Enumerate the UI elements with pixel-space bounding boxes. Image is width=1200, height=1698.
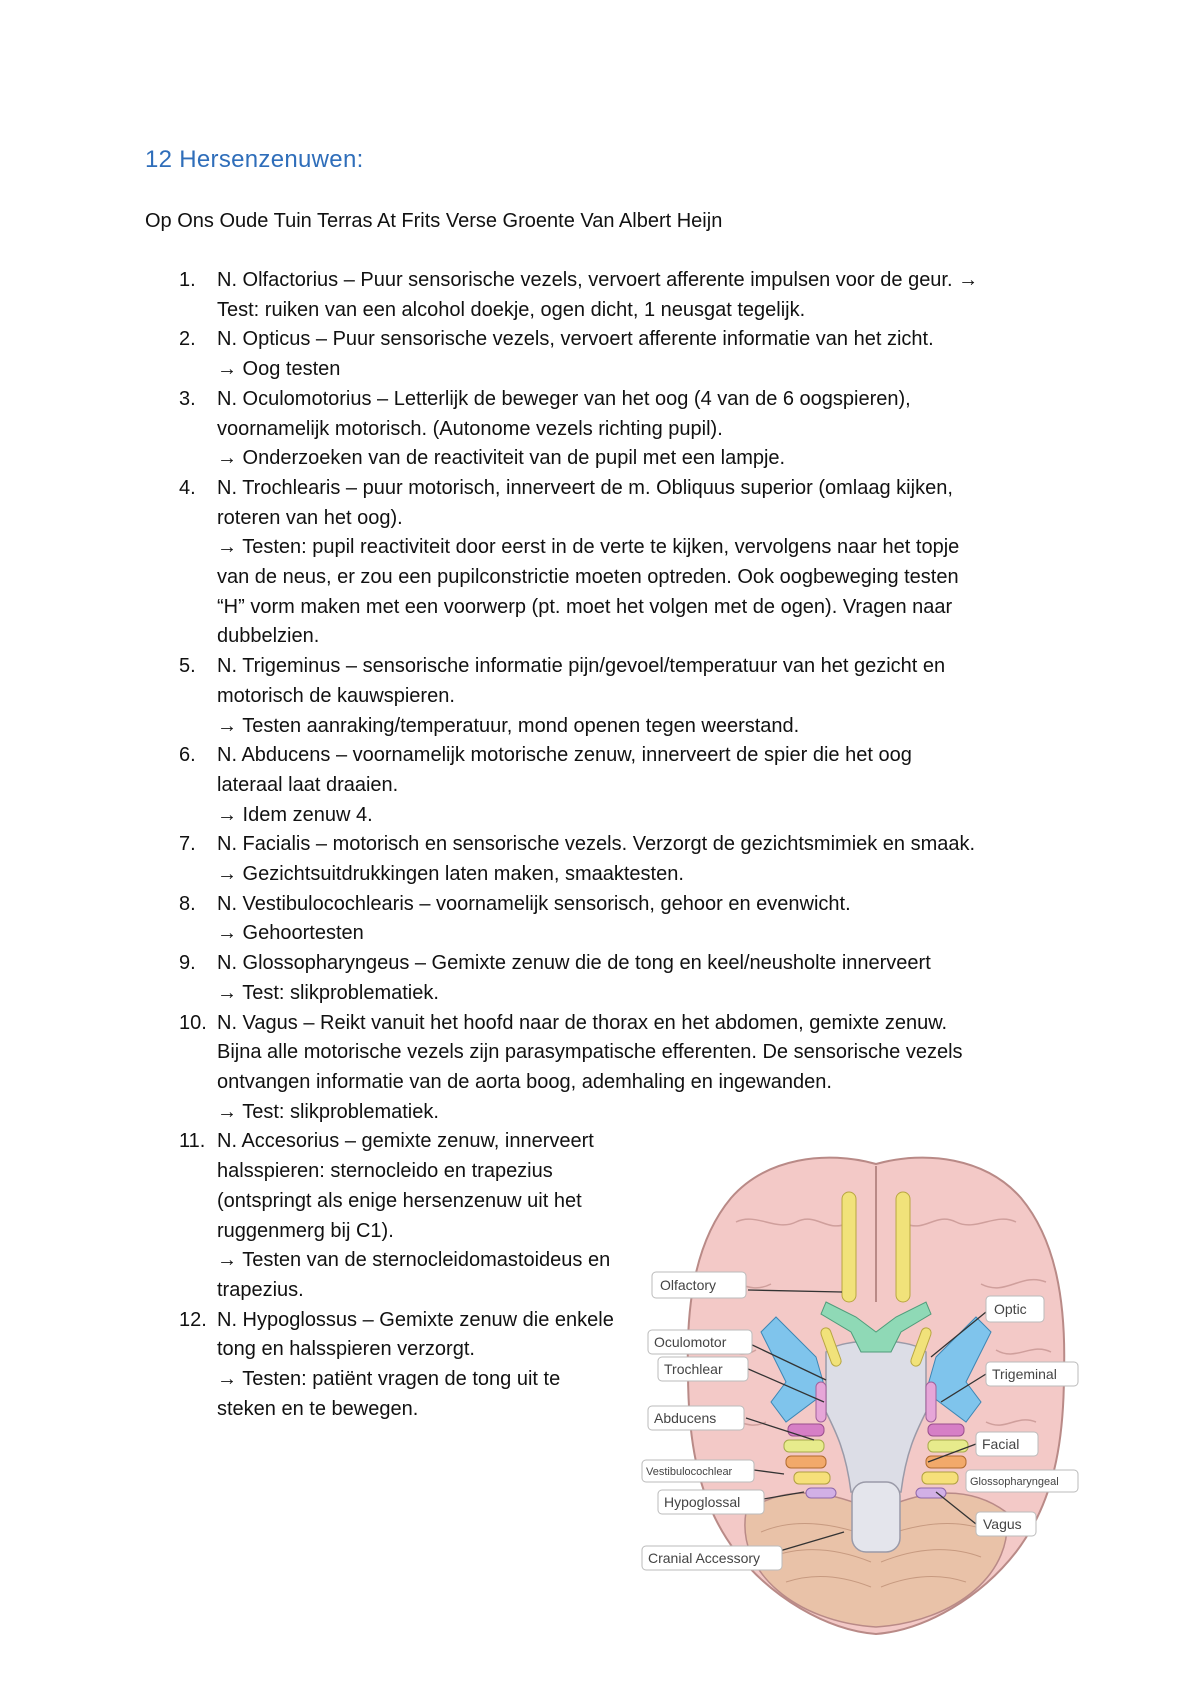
list-item <box>145 385 1075 474</box>
list-line: N. Oculomotorius – Letterlijk de beweger van het oog (4 van de 6 oogspieren), <box>217 387 911 410</box>
list-line: (ontspringt als enige hersenzenuw uit het <box>217 1189 582 1212</box>
list-item <box>145 266 1075 325</box>
glossopharyngeal-nerve <box>786 1456 826 1468</box>
label-olfactory: Olfactory <box>660 1277 717 1293</box>
list-line: → Testen aanraking/temperatuur, mond openen tegen weerstand. <box>217 714 800 737</box>
list-number: 1. <box>179 269 196 291</box>
facial-nerve <box>928 1424 964 1436</box>
list-line: van de neus, er zou een pupilconstrictie moeten optreden. Ook oogbeweging testen <box>217 566 959 589</box>
list-item <box>145 949 1075 1008</box>
list-item <box>145 890 1075 949</box>
list-line: N. Abducens – voornamelijk motorische zenuw, innerveert de spier die het oog <box>217 744 912 767</box>
vagus-nerve <box>922 1472 958 1484</box>
abducens-nerve <box>926 1382 936 1422</box>
list-number: 9. <box>179 952 196 975</box>
vagus-nerve <box>794 1472 830 1484</box>
page-title: 12 Hersenzenuwen: <box>145 146 364 173</box>
list-item <box>145 741 1075 830</box>
olfactory-bulb <box>896 1192 910 1302</box>
list-line: Bijna alle motorische vezels zijn parasympatische efferenten. De sensorische vezels <box>217 1041 963 1064</box>
list-line: → Testen: patiënt vragen de tong uit te <box>217 1368 561 1391</box>
cranial-nerves-figure <box>646 1152 1076 1642</box>
list-line: → Gezichtsuitdrukkingen laten maken, smaaktesten. <box>217 863 684 886</box>
label-hypoglossal: Hypoglossal <box>664 1494 741 1510</box>
olfactory-bulb <box>842 1192 856 1302</box>
list-number: 2. <box>179 328 196 351</box>
label-vestibulocochlear: Vestibulocochlear <box>646 1466 733 1478</box>
list-line: → Test: slikproblematiek. <box>217 981 439 1004</box>
list-line: voornamelijk motorisch. (Autonome vezels richting pupil). <box>217 417 723 440</box>
label-oculomotor: Oculomotor <box>654 1334 727 1350</box>
list-line: “H” vorm maken met een voorwerp (pt. moet het volgen met de ogen). Vragen naar <box>217 595 953 618</box>
list-item <box>145 652 1075 741</box>
list-number: 7. <box>179 833 196 856</box>
list-line: N. Hypoglossus – Gemixte zenuw die enkele <box>217 1308 614 1331</box>
vestibulocochlear-nerve <box>928 1440 968 1452</box>
list-number: 5. <box>179 655 196 678</box>
list-line: → Testen van de sternocleidomastoideus en <box>217 1249 611 1272</box>
list-line: N. Olfactorius – Puur sensorische vezels, vervoert afferente impulsen voor de geur. → <box>217 269 979 291</box>
label-trigeminal: Trigeminal <box>992 1366 1057 1382</box>
list-item <box>145 474 1075 652</box>
list-number: 3. <box>179 387 196 410</box>
hypoglossal-nerve <box>806 1488 836 1498</box>
list-number: 12. <box>179 1308 207 1331</box>
list-line: N. Opticus – Puur sensorische vezels, vervoert afferente informatie van het zicht. <box>217 328 934 351</box>
list-line: → Test: slikproblematiek. <box>217 1100 439 1123</box>
label-facial: Facial <box>982 1436 1020 1452</box>
label-glossopharyngeal: Glossopharyngeal <box>970 1476 1059 1488</box>
list-line: steken en te bewegen. <box>217 1397 419 1420</box>
list-line: halsspieren: sternocleido en trapezius <box>217 1160 553 1183</box>
list-line: → Idem zenuw 4. <box>217 803 373 826</box>
list-item <box>145 830 1075 889</box>
list-number: 10. <box>179 1011 207 1034</box>
list-line: → Gehoortesten <box>217 922 364 945</box>
brain-diagram <box>646 1152 1076 1642</box>
facial-nerve <box>788 1424 824 1436</box>
list-line: ontvangen informatie van de aorta boog, ademhaling en ingewanden. <box>217 1070 832 1093</box>
list-line: lateraal laat draaien. <box>217 773 399 796</box>
vestibulocochlear-nerve <box>784 1440 824 1452</box>
list-line: N. Trigeminus – sensorische informatie pijn/gevoel/temperatuur van het gezicht en <box>217 655 946 678</box>
list-line: → Testen: pupil reactiviteit door eerst in de verte te kijken, vervolgens naar het topje <box>217 536 960 559</box>
list-line: N. Trochlearis – puur motorisch, innerveert de m. Obliquus superior (omlaag kijken, <box>217 476 953 499</box>
glossopharyngeal-nerve <box>926 1456 966 1468</box>
label-abducens: Abducens <box>654 1410 717 1426</box>
list-number: 8. <box>179 892 196 915</box>
mnemonic: Op Ons Oude Tuin Terras At Frits Verse Groente Van Albert Heijn <box>145 210 723 232</box>
list-number: 6. <box>179 744 196 767</box>
list-number: 4. <box>179 476 196 499</box>
list-line: trapezius. <box>217 1278 304 1301</box>
list-line: Test: ruiken van een alcohol doekje, ogen dicht, 1 neusgat tegelijk. <box>217 298 806 321</box>
list-line: N. Vagus – Reikt vanuit het hoofd naar de thorax en het abdomen, gemixte zenuw. <box>217 1011 948 1034</box>
label-optic: Optic <box>994 1301 1027 1317</box>
list-line: dubbelzien. <box>217 625 320 648</box>
list-line: N. Glossopharyngeus – Gemixte zenuw die de tong en keel/neusholte innerveert <box>217 952 931 975</box>
abducens-nerve <box>816 1382 826 1422</box>
label-vagus: Vagus <box>983 1516 1022 1532</box>
list-line: ruggenmerg bij C1). <box>217 1219 394 1242</box>
list-line: tong en halsspieren verzorgt. <box>217 1338 475 1361</box>
spinal-cord <box>852 1482 900 1552</box>
list-line: N. Accesorius – gemixte zenuw, innerveert <box>217 1130 594 1153</box>
label-cranial-accessory: Cranial Accessory <box>648 1550 761 1566</box>
list-line: roteren van het oog). <box>217 506 403 529</box>
list-line: N. Facialis – motorisch en sensorische vezels. Verzorgt de gezichtsmimiek en smaak. <box>217 833 976 856</box>
list-line: motorisch de kauwspieren. <box>217 684 455 707</box>
list-line: N. Vestibulocochlearis – voornamelijk sensorisch, gehoor en evenwicht. <box>217 892 851 915</box>
list-item <box>145 1009 1075 1128</box>
list-line: → Oog testen <box>217 358 341 381</box>
list-number: 11. <box>179 1130 206 1153</box>
list-line: → Onderzoeken van de reactiviteit van de pupil met een lampje. <box>217 447 786 470</box>
list-item <box>145 325 1075 384</box>
label-trochlear: Trochlear <box>664 1361 723 1377</box>
